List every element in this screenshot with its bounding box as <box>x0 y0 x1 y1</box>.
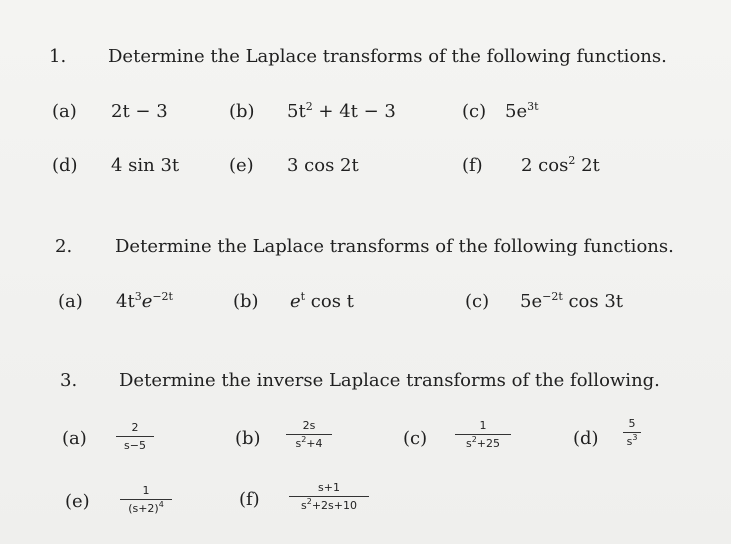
p2a-expression: $4t^3e^{-2t}$ <box>116 290 173 312</box>
p1c-expression: $5e^{3t}$ <box>505 100 539 122</box>
p3f-fraction: s+1 $s^2+2s+10$ <box>289 481 369 512</box>
p3a-label: (a) <box>62 428 87 449</box>
p2c-expression: $5e^{-2t}$ cos 3t <box>520 290 624 312</box>
p2c-label: (c) <box>465 291 490 312</box>
p1f-expression: 2 $\cos^2 2t$ <box>521 154 600 176</box>
p3c-label: (c) <box>403 428 428 449</box>
p1d-expression: 4 sin 3t <box>111 155 180 176</box>
p1e-expression: 3 cos 2t <box>287 155 359 176</box>
p1b-label: (b) <box>229 101 255 122</box>
problem-1-number: 1. <box>49 46 67 67</box>
p1b-expression: $5t^2 + 4t - 3$ <box>287 100 396 122</box>
p3a-fraction: 2 s−5 <box>116 421 154 452</box>
problem-2-number: 2. <box>55 236 73 257</box>
p3b-label: (b) <box>235 428 261 449</box>
p2b-expression: $e^t$ cos t <box>290 290 354 312</box>
p1a-label: (a) <box>52 101 77 122</box>
p1d-label: (d) <box>52 155 78 176</box>
p3d-label: (d) <box>573 428 599 449</box>
p3f-label: (f) <box>239 489 260 510</box>
p1a-expression: 2t − 3 <box>111 101 168 122</box>
p3e-fraction: 1 $(s+2)^4$ <box>120 484 172 515</box>
p1f-label: (f) <box>462 155 483 176</box>
p1e-label: (e) <box>229 155 254 176</box>
p3b-fraction: 2s $s^2+4$ <box>286 419 332 450</box>
problem-2-instruction: Determine the Laplace transforms of the following functions. <box>115 236 674 257</box>
problem-1-instruction: Determine the Laplace transforms of the following functions. <box>108 46 667 67</box>
problem-3-instruction: Determine the inverse Laplace transforms of the following. <box>119 370 660 391</box>
p3d-fraction: 5 $s^3$ <box>623 417 641 448</box>
p3e-label: (e) <box>65 491 90 512</box>
problem-3-number: 3. <box>60 370 78 391</box>
p3c-fraction: 1 $s^2+25$ <box>455 419 511 450</box>
p1c-label: (c) <box>462 101 487 122</box>
p2b-label: (b) <box>233 291 259 312</box>
p2a-label: (a) <box>58 291 83 312</box>
